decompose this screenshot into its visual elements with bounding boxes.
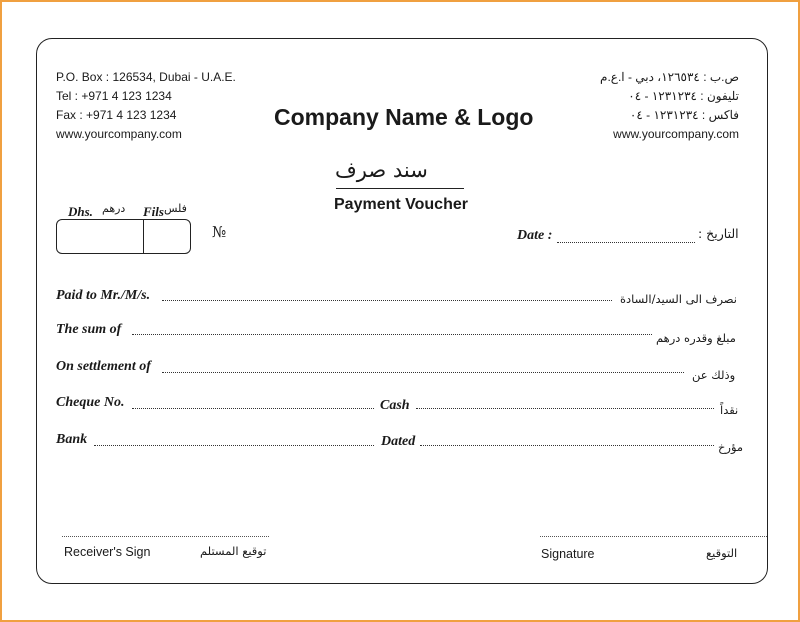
signature-label: Signature: [541, 547, 595, 561]
website-line: www.yourcompany.com: [56, 127, 182, 141]
amount-box-divider: [143, 220, 144, 253]
fils-label: Fils: [143, 204, 164, 219]
dhs-label: Dhs.: [68, 204, 93, 219]
dated-label-ar: مؤرخ: [718, 440, 744, 454]
date-label-ar: التاريخ :: [698, 226, 739, 241]
sum-label: The sum of: [56, 322, 122, 337]
tel-line-ar: تليفون : ١٢٣١٢٣٤ - ٠٤: [628, 89, 739, 103]
settlement-label: On settlement of: [56, 359, 151, 374]
voucher-title-english: Payment Voucher: [334, 196, 468, 213]
signature-line[interactable]: [540, 536, 767, 537]
cash-label-ar: نقداً: [720, 403, 739, 417]
fils-label-ar: فلس: [164, 202, 187, 215]
date-field[interactable]: [557, 242, 695, 243]
dhs-label-ar: درهم: [102, 202, 126, 215]
paid-to-label: Paid to Mr./M/s.: [56, 288, 151, 303]
settlement-label-ar: وذلك عن: [692, 368, 736, 382]
contact-info-arabic: [600, 68, 739, 144]
fax-line: Fax : +971 4 123 1234: [56, 108, 177, 122]
receiver-sign-line[interactable]: [62, 536, 269, 537]
dated-field[interactable]: [420, 445, 714, 446]
sum-label-ar: مبلغ وقدره درهم: [656, 331, 736, 345]
tel-line: Tel : +971 4 123 1234: [56, 89, 172, 103]
paid-to-field[interactable]: [162, 300, 612, 301]
bank-label: Bank: [56, 432, 88, 447]
dated-label: Dated: [381, 434, 416, 449]
signature-label-ar: التوقيع: [706, 546, 738, 560]
contact-info-english: [56, 68, 236, 144]
receiver-sign-label: Receiver's Sign: [64, 545, 151, 559]
cash-label: Cash: [380, 398, 410, 413]
company-name-logo: Company Name & Logo: [274, 104, 534, 130]
title-underline: [336, 188, 464, 189]
cash-field[interactable]: [416, 408, 714, 409]
website-line-ar: www.yourcompany.com: [613, 127, 739, 141]
voucher-title-arabic: سند صرف: [335, 158, 428, 182]
po-box-line: P.O. Box : 126534, Dubai - U.A.E.: [56, 70, 236, 84]
cheque-field[interactable]: [132, 408, 374, 409]
receiver-sign-label-ar: توقيع المستلم: [200, 544, 267, 558]
amount-box[interactable]: [56, 219, 191, 254]
bank-field[interactable]: [94, 445, 374, 446]
number-sign: №: [212, 223, 227, 241]
date-label: Date :: [517, 228, 553, 243]
settlement-field[interactable]: [162, 372, 684, 373]
sum-field[interactable]: [132, 334, 652, 335]
po-box-line-ar: ص.ب : ١٢٦٥٣٤، دبي - ا.ع.م: [600, 70, 739, 84]
paid-to-label-ar: نصرف الى السيد/السادة: [620, 292, 737, 306]
fax-line-ar: فاكس : ١٢٣١٢٣٤ - ٠٤: [629, 108, 739, 122]
cheque-label: Cheque No.: [56, 395, 125, 410]
